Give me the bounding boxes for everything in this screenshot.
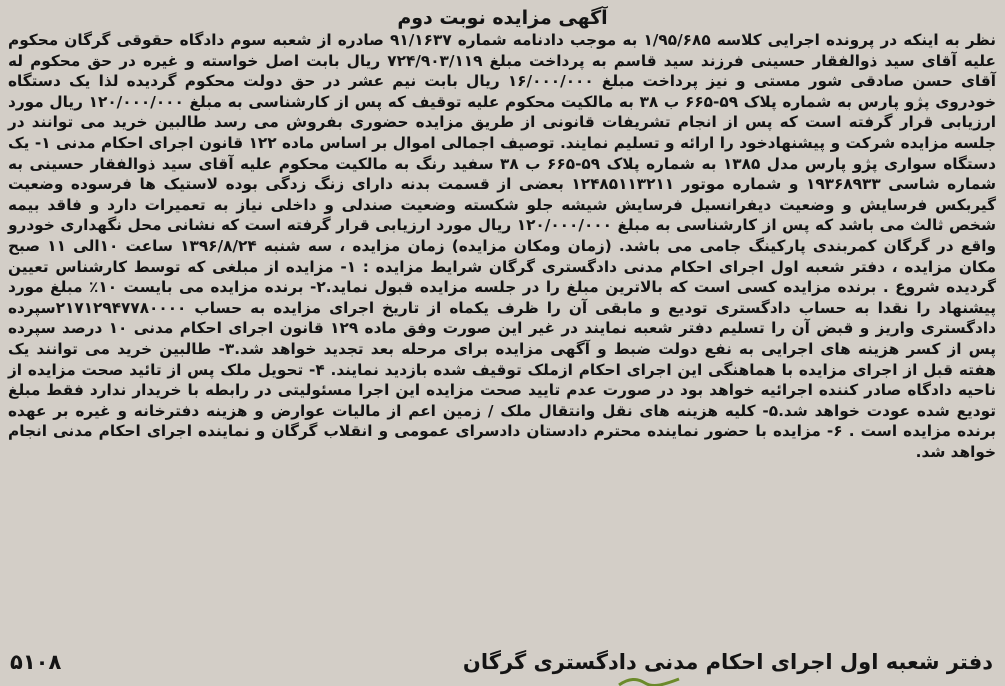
notice-footer bbox=[0, 648, 1005, 676]
ad-code: ۵۱۰۸ bbox=[10, 650, 62, 674]
notice-title: آگهی مزایده نوبت دوم bbox=[397, 7, 608, 29]
notice-body: نظر به اینکه در پرونده اجرایی کلاسه ۱/۹۵/۶۸۵ به موجب دادنامه شماره ۹۱/۱۶۳۷ صادره از شعبه سوم دادگاه حقوقی گرگان محکوم علیه آقای سید ذوالفقار حسینی فرزند سید قاسم به پرداخت مبلغ ۷۲۴/۹۰۳/۱۱۹ ریال بابت اصل خواسته و غیره در حق محکوم له آقای حسن صادقی شور مستی و نیز پرداخت مبلغ ۱۶/۰۰۰/۰۰۰ ریال بابت نیم عشر در حق دولت محکوم گردیده لذا یک دستگاه خودروی پژو پارس به شماره پلاک ۵۹-۶۶۵ ب ۳۸ به مالکیت محکوم علیه توقیف که پس از کارشناسی به مبلغ ۱۲۰/۰۰۰/۰۰۰ ریال مورد ارزیابی قرار گرفته است که پس از انجام تشریفات قانونی از طریق مزایده حضوری بفروش می رسد طالبین خرید می توانند در جلسه مزایده شرکت و پیشنهادخود را ارائه و تسلیم نمایند. توصیف اجمالی اموال بر اساس ماده ۱۲۲ قانون اجرای احکام مدنی ۱- یک دستگاه سواری پژو پارس مدل ۱۳۸۵ به شماره پلاک ۵۹-۶۶۵ ب ۳۸ سفید رنگ به مالکیت محکوم علیه آقای سید ذوالفقار حسینی به شماره شاسی ۱۹۳۶۸۹۳۳ و شماره موتور ۱۲۴۸۵۱۱۳۲۱۱ بعضی از قسمت بدنه دارای زنگ زدگی بوده لاستیک ها فرسوده وضعیت گیربکس فرسایش و وضعیت دیفرانسیل فرسایش شیشه جلو شکسته وضعیت صندلی و داخلی نیاز به تعمیرات دارد و فاقد بیمه شخص ثالث می باشد که پس از کارشناسی به مبلغ ۱۲۰/۰۰۰/۰۰۰ ریال مورد ارزیابی قرار گرفته است که نشانی محل نگهداری خودرو واقع در گرگان کمربندی پارکینگ جامی می باشد. (زمان ومکان مزایده) زمان مزایده ، سه شنبه ۱۳۹۶/۸/۲۴ ساعت ۱۰الی ۱۱ صبح مکان مزایده ، دفتر شعبه اول اجرای احکام مدنی دادگستری گرگان شرایط مزایده : ۱- مزایده از مبلغی که توسط کارشناس تعیین گردیده شروع . برنده مزایده کسی است که بالاترین مبلغ را در جلسه مزایده قبول نماید.۲- برنده مزایده می بایست ۱۰٪ مبلغ مورد پیشنهاد را نقدا به حساب دادگستری تودیع و مابقی آن را ظرف یکماه از تاریخ اجرای مزایده به حساب ۲۱۷۱۲۹۴۷۷۸۰۰۰۰سپرده دادگستری واریز و قبض آن را تسلیم دفتر شعبه نمایند در غیر این صورت وفق ماده ۱۲۹ قانون اجرای احکام مدنی ۱۰ درصد سپرده پس از کسر هزینه های اجرایی به نفع دولت ضبط و آگهی مزایده برای مرحله بعد تجدید خواهد شد.۳- طالبین خرید می توانند یک هفته قبل از اجرای مزایده با هماهنگی این اجرای احکام ازملک توقیف شده بازدید نمایند. ۴- تحویل ملک پس از تائید صحت مزایده از ناحیه دادگاه صادر کننده اجرائیه خواهد بود در صورت عدم تایید صحت مزایده این اجرا مسئولیتی در رابطه با خریدار ندارد فقط مبلغ تودیع شده عودت خواهد شد.۵- کلیه هزینه های نقل وانتقال ملک / زمین اعم از مالیات عوارض و هزینه دفترخانه و غیره بر عهده برنده مزایده است . ۶- مزایده با حضور نماینده محترم دادستان دادسرای عمومی و انقلاب گرگان و نماینده اجرای احکام مدنی انجام خواهد شد. bbox=[8, 31, 997, 461]
issuer-name: دفتر شعبه اول اجرای احکام مدنی دادگستری گرگان bbox=[462, 650, 993, 674]
green-ink-mark bbox=[615, 676, 685, 686]
